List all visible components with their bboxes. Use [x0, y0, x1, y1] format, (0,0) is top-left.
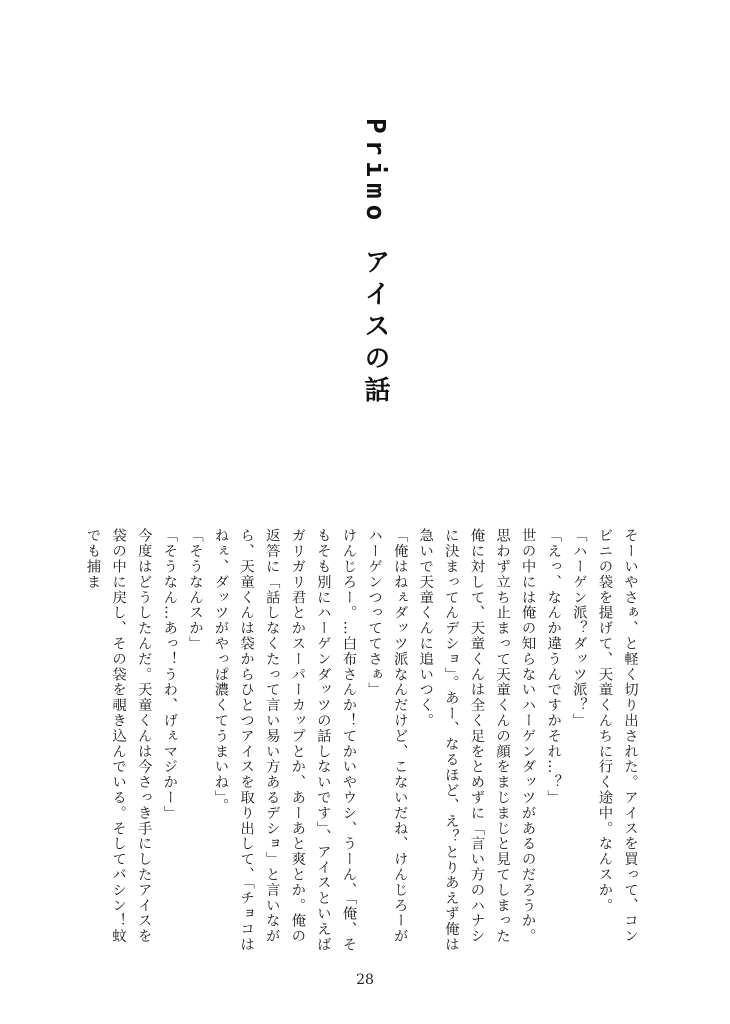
paragraph: けんじろー。…白布さんか！てかいやウシ、うーん、「俺、そもそも別にハーゲンダッツの話しないです」、アイスといえばガリガリ君とかスーパーカップとか、あーあと爽とか。俺の返答に「話しなくたって言い易い方あるデショ」と言いながら、天童くんは袋からひとつアイスを取り出して、「チョコはねぇ、ダッツがやっぱ濃くてうまいね」。: [212, 528, 357, 952]
paragraph: 「俺はねぇダッツ派なんだけど、こないだね、けんじろーがハーゲンつっててさぁ」: [366, 528, 408, 944]
paragraph: 「そうなん…あっ！うわ、げぇマジかー」: [161, 528, 178, 821]
paragraph: そーいやさぁ、と軽く切り出された。アイスを買って、コンビニの袋を提げて、天童くんちに行く途中。なんスか。: [596, 528, 638, 944]
paragraph: 「えっ、なんか違うんですかそれ…？」: [545, 528, 562, 806]
paragraph: 「ハーゲン派？ダッツ派？」: [570, 528, 587, 729]
paragraph: 今度はどうしたんだ。天童くんは今さっき手にしたアイスを袋の中に戻し、その袋を覗き込んでいる。そしてバシン！蚊でも捕ま: [84, 528, 152, 944]
chapter-title: Primo アイスの話: [360, 118, 390, 408]
body-text: [79, 528, 642, 958]
paragraph: 「そうなんスか」: [186, 528, 203, 652]
page-number: 28: [356, 972, 374, 988]
paragraph: 世の中には俺の知らないハーゲンダッツがあるのだろうか。思わず立ち止まって天童くんの顔をまじまじと見てしまった俺に対して、天童くんは全く足をとめずに「言い方のハナシに決まってんデショ」。あー、なるほど、え？とりあえず俺は急いで天童くんに追いつく。: [417, 528, 536, 952]
